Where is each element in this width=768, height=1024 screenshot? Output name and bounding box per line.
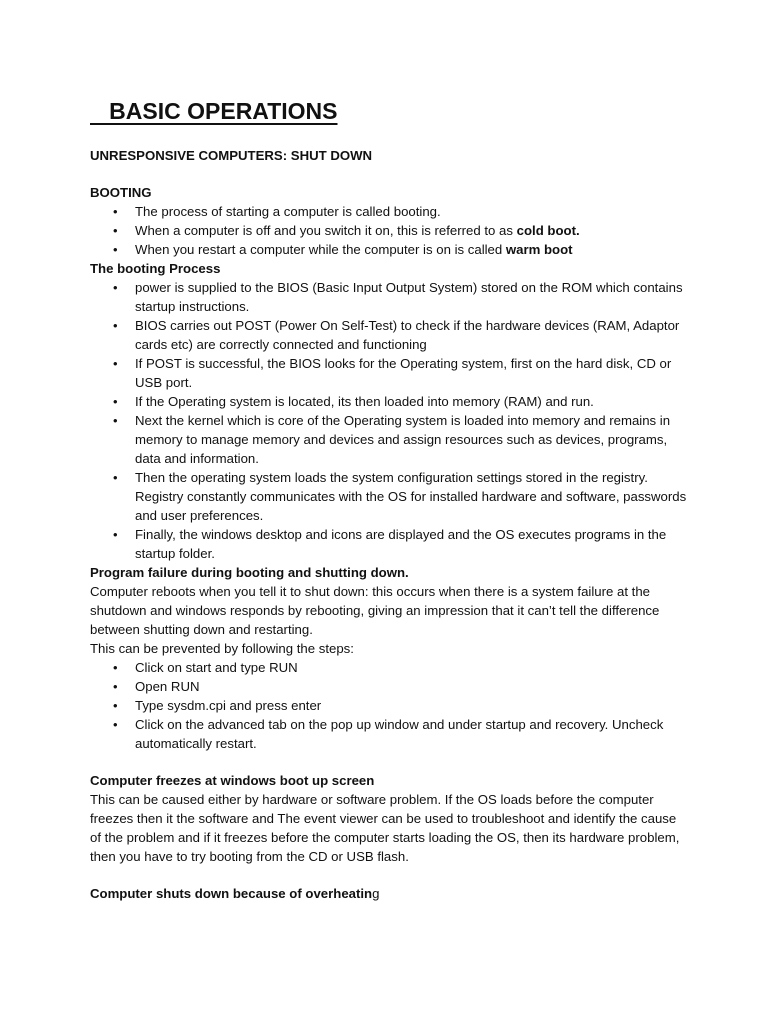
paragraph-program-failure: Computer reboots when you tell it to shut down: this occurs when there is a system failure at the shutdown and windows responds by rebooting, giving an impression that it can’t tell the difference between shutting down and restarting. [90, 584, 660, 637]
list-item-text: Click on start and type RUN [135, 660, 298, 675]
bullet-icon: • [113, 280, 118, 295]
list-item [90, 278, 690, 316]
bullet-icon: • [113, 698, 118, 713]
list-item-text: Click on the advanced tab on the pop up window and under startup and recovery. Uncheck automatically restart. [135, 717, 664, 751]
list-item [90, 696, 690, 715]
list-item [90, 411, 690, 468]
list-item-text: Next the kernel which is core of the Operating system is loaded into memory and remains in memory to manage memory and devices and assign resources such as devices, programs, data and information. [135, 413, 671, 466]
list-item-text: BIOS carries out POST (Power On Self-Test) to check if the hardware devices (RAM, Adaptor cards etc) are correctly connected and functioning [135, 318, 680, 352]
list-item [90, 658, 690, 677]
list-item-text: The process of starting a computer is called booting. [135, 204, 441, 219]
document-body [90, 96, 690, 903]
bullet-icon: • [113, 660, 118, 675]
steps-list [90, 658, 690, 753]
booting-process-list [90, 278, 690, 563]
term-cold-boot: cold boot. [516, 223, 580, 238]
list-item [90, 221, 690, 240]
heading-freezes: Computer freezes at windows boot up screen [90, 773, 375, 788]
bullet-icon: • [113, 679, 118, 694]
booting-list [90, 202, 690, 259]
paragraph-steps-intro: This can be prevented by following the steps: [90, 641, 354, 656]
list-item-text: If the Operating system is located, its then loaded into memory (RAM) and run. [135, 394, 594, 409]
list-item [90, 677, 690, 696]
list-item-text: Then the operating system loads the system configuration settings stored in the registry. Registry constantly communicates with the OS for installed hardware and software, passwords and user preferences. [135, 470, 687, 523]
list-item [90, 715, 690, 753]
bullet-icon: • [113, 318, 118, 333]
bullet-icon: • [113, 242, 118, 257]
heading-unresponsive: UNRESPONSIVE COMPUTERS: SHUT DOWN [90, 148, 373, 163]
list-item [90, 316, 690, 354]
list-item [90, 468, 690, 525]
bullet-icon: • [113, 717, 118, 732]
bullet-icon: • [113, 394, 118, 409]
bullet-icon: • [113, 470, 118, 485]
heading-booting-process: The booting Process [90, 261, 221, 276]
bullet-icon: • [113, 413, 118, 428]
bullet-icon: • [113, 356, 118, 371]
page-title: BASIC OPERATIONS [90, 98, 338, 124]
list-item-text: When a computer is off and you switch it on, this is referred to as [135, 223, 517, 238]
list-item [90, 202, 690, 221]
list-item [90, 240, 690, 259]
list-item-text: Type sysdm.cpi and press enter [135, 698, 322, 713]
list-item [90, 392, 690, 411]
heading-booting: BOOTING [90, 185, 152, 200]
term-warm-boot: warm boot [505, 242, 573, 257]
paragraph-freezes: This can be caused either by hardware or software problem. If the OS loads before the computer freezes then it the software and The event viewer can be used to troubleshoot and identify the cause of the problem and if it freezes before the computer starts loading the OS, then its hardware problem, then you have to try booting from the CD or USB flash. [90, 792, 680, 864]
list-item-text: Open RUN [135, 679, 200, 694]
list-item-text: Finally, the windows desktop and icons are displayed and the OS executes programs in the startup folder. [135, 527, 667, 561]
bullet-icon: • [113, 204, 118, 219]
heading-overheating [90, 884, 690, 903]
heading-overheating-bold: Computer shuts down because of overheatin [90, 886, 373, 901]
list-item-text: If POST is successful, the BIOS looks for the Operating system, first on the hard disk, CD or USB port. [135, 356, 672, 390]
list-item-text: When you restart a computer while the computer is on is called [135, 242, 506, 257]
bullet-icon: • [113, 223, 118, 238]
list-item-text: power is supplied to the BIOS (Basic Input Output System) stored on the ROM which contains startup instructions. [135, 280, 683, 314]
list-item [90, 525, 690, 563]
bullet-icon: • [113, 527, 118, 542]
heading-program-failure: Program failure during booting and shutting down. [90, 565, 409, 580]
heading-overheating-tail: g [372, 886, 380, 901]
list-item [90, 354, 690, 392]
